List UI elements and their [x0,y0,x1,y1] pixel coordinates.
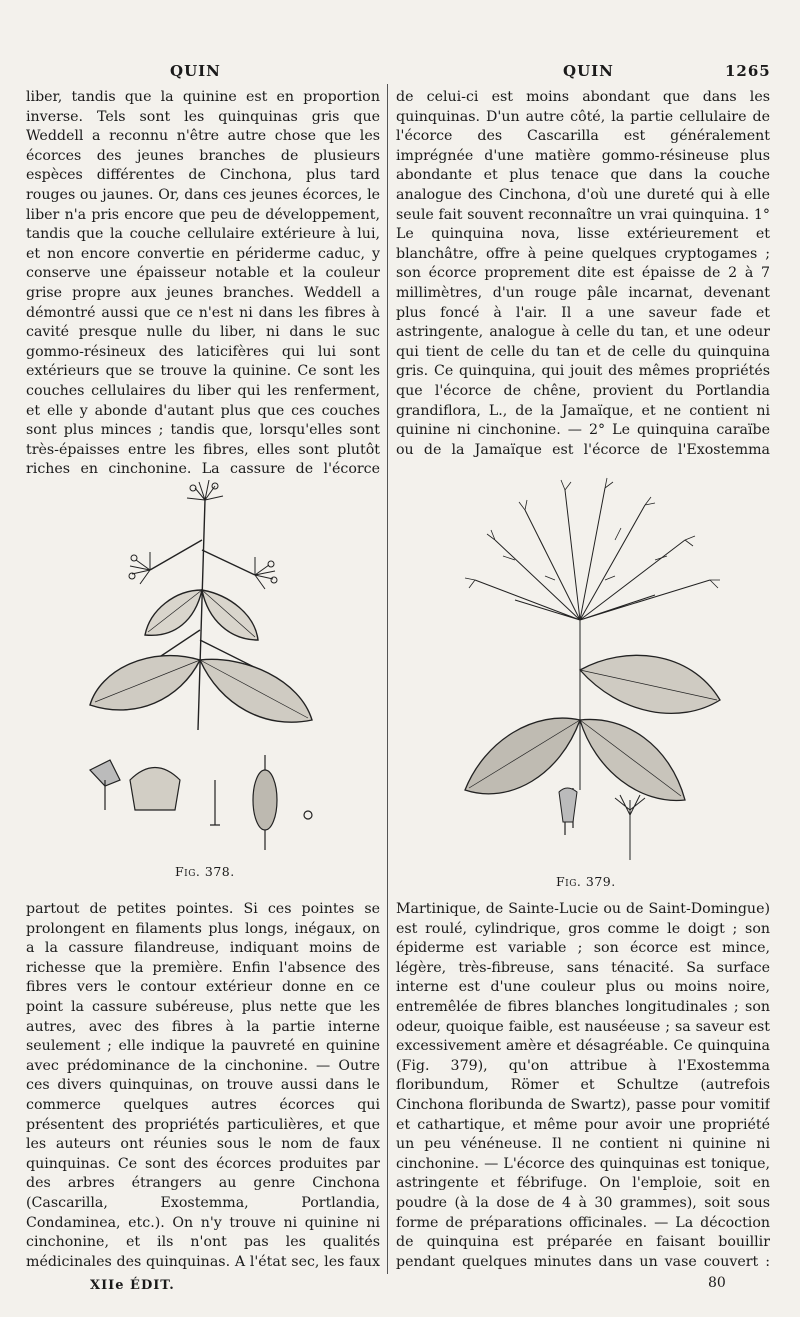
figure-378-caption: Fig. 378. [175,864,235,879]
paragraph: partout de petites pointes. Si ces pointes se prolongent en filaments plus longs, inégaux, on a la cassure filandreuse, indiquant moins de richesse que la première. Enfin l'absence des fibres vers le contour extérieur donne en ce point la cassure subéreuse, plus nette que les autres, avec des fibres à la partie interne seulement ; elle indique la pauvreté en quinine avec prédominance de la cinchonine. — Outre ces divers quinquinas, on trouve aussi dans le commerce quelques autres écorces qui présentent des propriétés particulières, et que les auteurs ont réunies sous le nom de faux quinquinas. Ce sont des écorces produites par des arbres étrangers au genre Cinchona (Cascarilla, Exostemma, Portlandia, Condaminea, etc.). On n'y trouve ni quinine ni cinchonine, et ils n'ont pas les qualités médicinales des quinquinas. A l'état sec, les faux [26,901,380,1270]
figure-379-illustration [455,470,735,870]
text-column-right-bottom [396,900,770,1272]
paragraph: Martinique, de Sainte-Lucie ou de Saint-Domingue) est roulé, cylindrique, gros comme le doigt ; son épiderme est variable ; son écorce est mince, légère, très-fibreuse, sans ténacité. Sa surface interne est d'une couleur plus ou moins noire, entremêlée de fibres blanches longitudinales ; son odeur, quoique faible, est nauséeuse ; sa saveur est excessivement amère et désagréable. Ce quinquina (Fig. 379), qu'on attribue à l'Exostemma floribundum, Römer et Schultze (autrefois Cinchona floribunda de Swartz), passe pour vomitif et cathartique, et même pour avoir une propriété un peu vénéneuse. Il ne contient ni quinine ni cinchonine. — L'écorce des quinquinas est tonique, astringente et fébrifuge. On l'emploie, soit en poudre (à la dose de 4 à 30 grammes), soit sous forme de préparations officinales. — La décoction de quinquina est préparée en faisant bouillir pendant quelques minutes dans un vase couvert : [396,901,770,1270]
running-head-right: QUIN [563,62,614,80]
paragraph: liber, tandis que la quinine est en proportion inverse. Tels sont les quinquinas gris que Weddell a reconnu n'être autre chose que les écorces des jeunes branches de plusieurs espèces différentes de Cinchona, plus tard rouges ou jaunes. Or, dans ces jeunes écorces, le liber n'a pris encore que peu de développement, tandis que la couche cellulaire extérieure à lui, et non encore convertie en périderme caduc, y conserve une épaisseur notable et la couleur grise propre aux jeunes branches. Weddell a démontré aussi que ce n'est ni dans les fibres à cavité presque nulle du liber, ni dans le suc gommo-résineux des laticifères qui lui sont extérieurs que se trouve la quinine. Ce sont les couches cellulaires du liber qui les renferment, et elle y abonde d'autant plus que ces couches sont plus minces ; tandis que, lorsqu'elles sont très-épaisses entre les fibres, elles sont plutôt riches en cinchonine. La cassure de l'écorce [26,89,380,478]
text-column-left-bottom [26,900,380,1272]
text-column-right-top [396,88,770,460]
running-head-left: QUIN [170,62,221,80]
edition-footer: XIIe ÉDIT. [90,1278,175,1293]
paragraph: de celui-ci est moins abondant que dans les quinquinas. D'un autre côté, la partie cellulaire de l'écorce des Cascarilla est généralement imprégnée d'une matière gommo-résineuse plus abondante et plus tenace que dans la couche analogue des Cinchona, d'où une dureté qui à elle seule fait souvent reconnaître un vrai quinquina. 1° Le quinquina nova, lisse extérieurement et blanchâtre, offre à peine quelques cryptogames ; son écorce proprement dite est épaisse de 2 à 7 millimètres, d'un rouge pâle incarnat, devenant plus foncé à l'air. Il a une saveur fade et astringente, analogue à celle du tan, et une odeur qui tient de celle du tan et de celle du quinquina gris. Ce quinquina, qui jouit des mêmes propriétés que l'écorce de chêne, provient du Portlandia grandiflora, L., de la Jamaïque, et ne contient ni quinine ni cinchonine. — 2° Le quinquina caraïbe ou de la Jamaïque est l'écorce de l'Exostemma [396,89,770,458]
text-column-left-top [26,88,380,478]
page-number: 1265 [725,62,771,80]
figure-379-caption: Fig. 379. [556,874,616,889]
column-rule [387,84,388,1274]
figure-378-illustration [80,480,320,860]
signature-number: 80 [708,1275,726,1291]
